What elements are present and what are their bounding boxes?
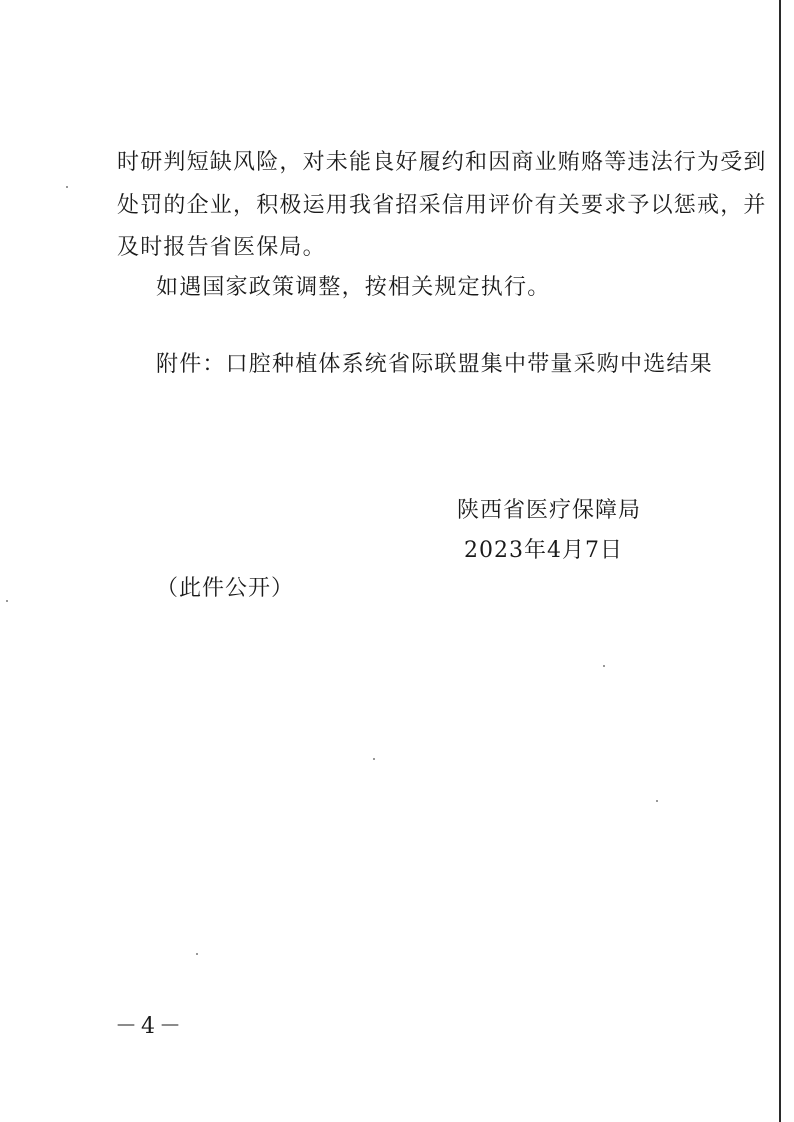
page-number: －4－ bbox=[115, 1014, 185, 1039]
attachment-line: 附件：口腔种植体系统省际联盟集中带量采购中选结果 bbox=[156, 352, 713, 377]
scan-speck bbox=[196, 953, 198, 955]
scan-speck bbox=[66, 186, 68, 188]
scan-speck bbox=[373, 758, 375, 760]
scan-edge-line bbox=[779, 0, 781, 1122]
scan-speck bbox=[603, 665, 605, 667]
disclosure-note: （此件公开） bbox=[156, 576, 295, 601]
scan-speck bbox=[6, 600, 8, 602]
body-text-line-3: 及时报告省医保局。 bbox=[117, 235, 326, 260]
body-text-line-1: 时研判短缺风险，对未能良好履约和因商业贿赂等违法行为受到 bbox=[117, 150, 767, 175]
scan-speck bbox=[656, 800, 658, 802]
policy-adjustment-paragraph: 如遇国家政策调整，按相关规定执行。 bbox=[156, 275, 551, 300]
body-text-line-2: 处罚的企业，积极运用我省招采信用评价有关要求予以惩戒，并 bbox=[117, 193, 767, 218]
issuer-name: 陕西省医疗保障局 bbox=[457, 498, 642, 523]
issue-date: 2023年4月7日 bbox=[464, 538, 623, 563]
